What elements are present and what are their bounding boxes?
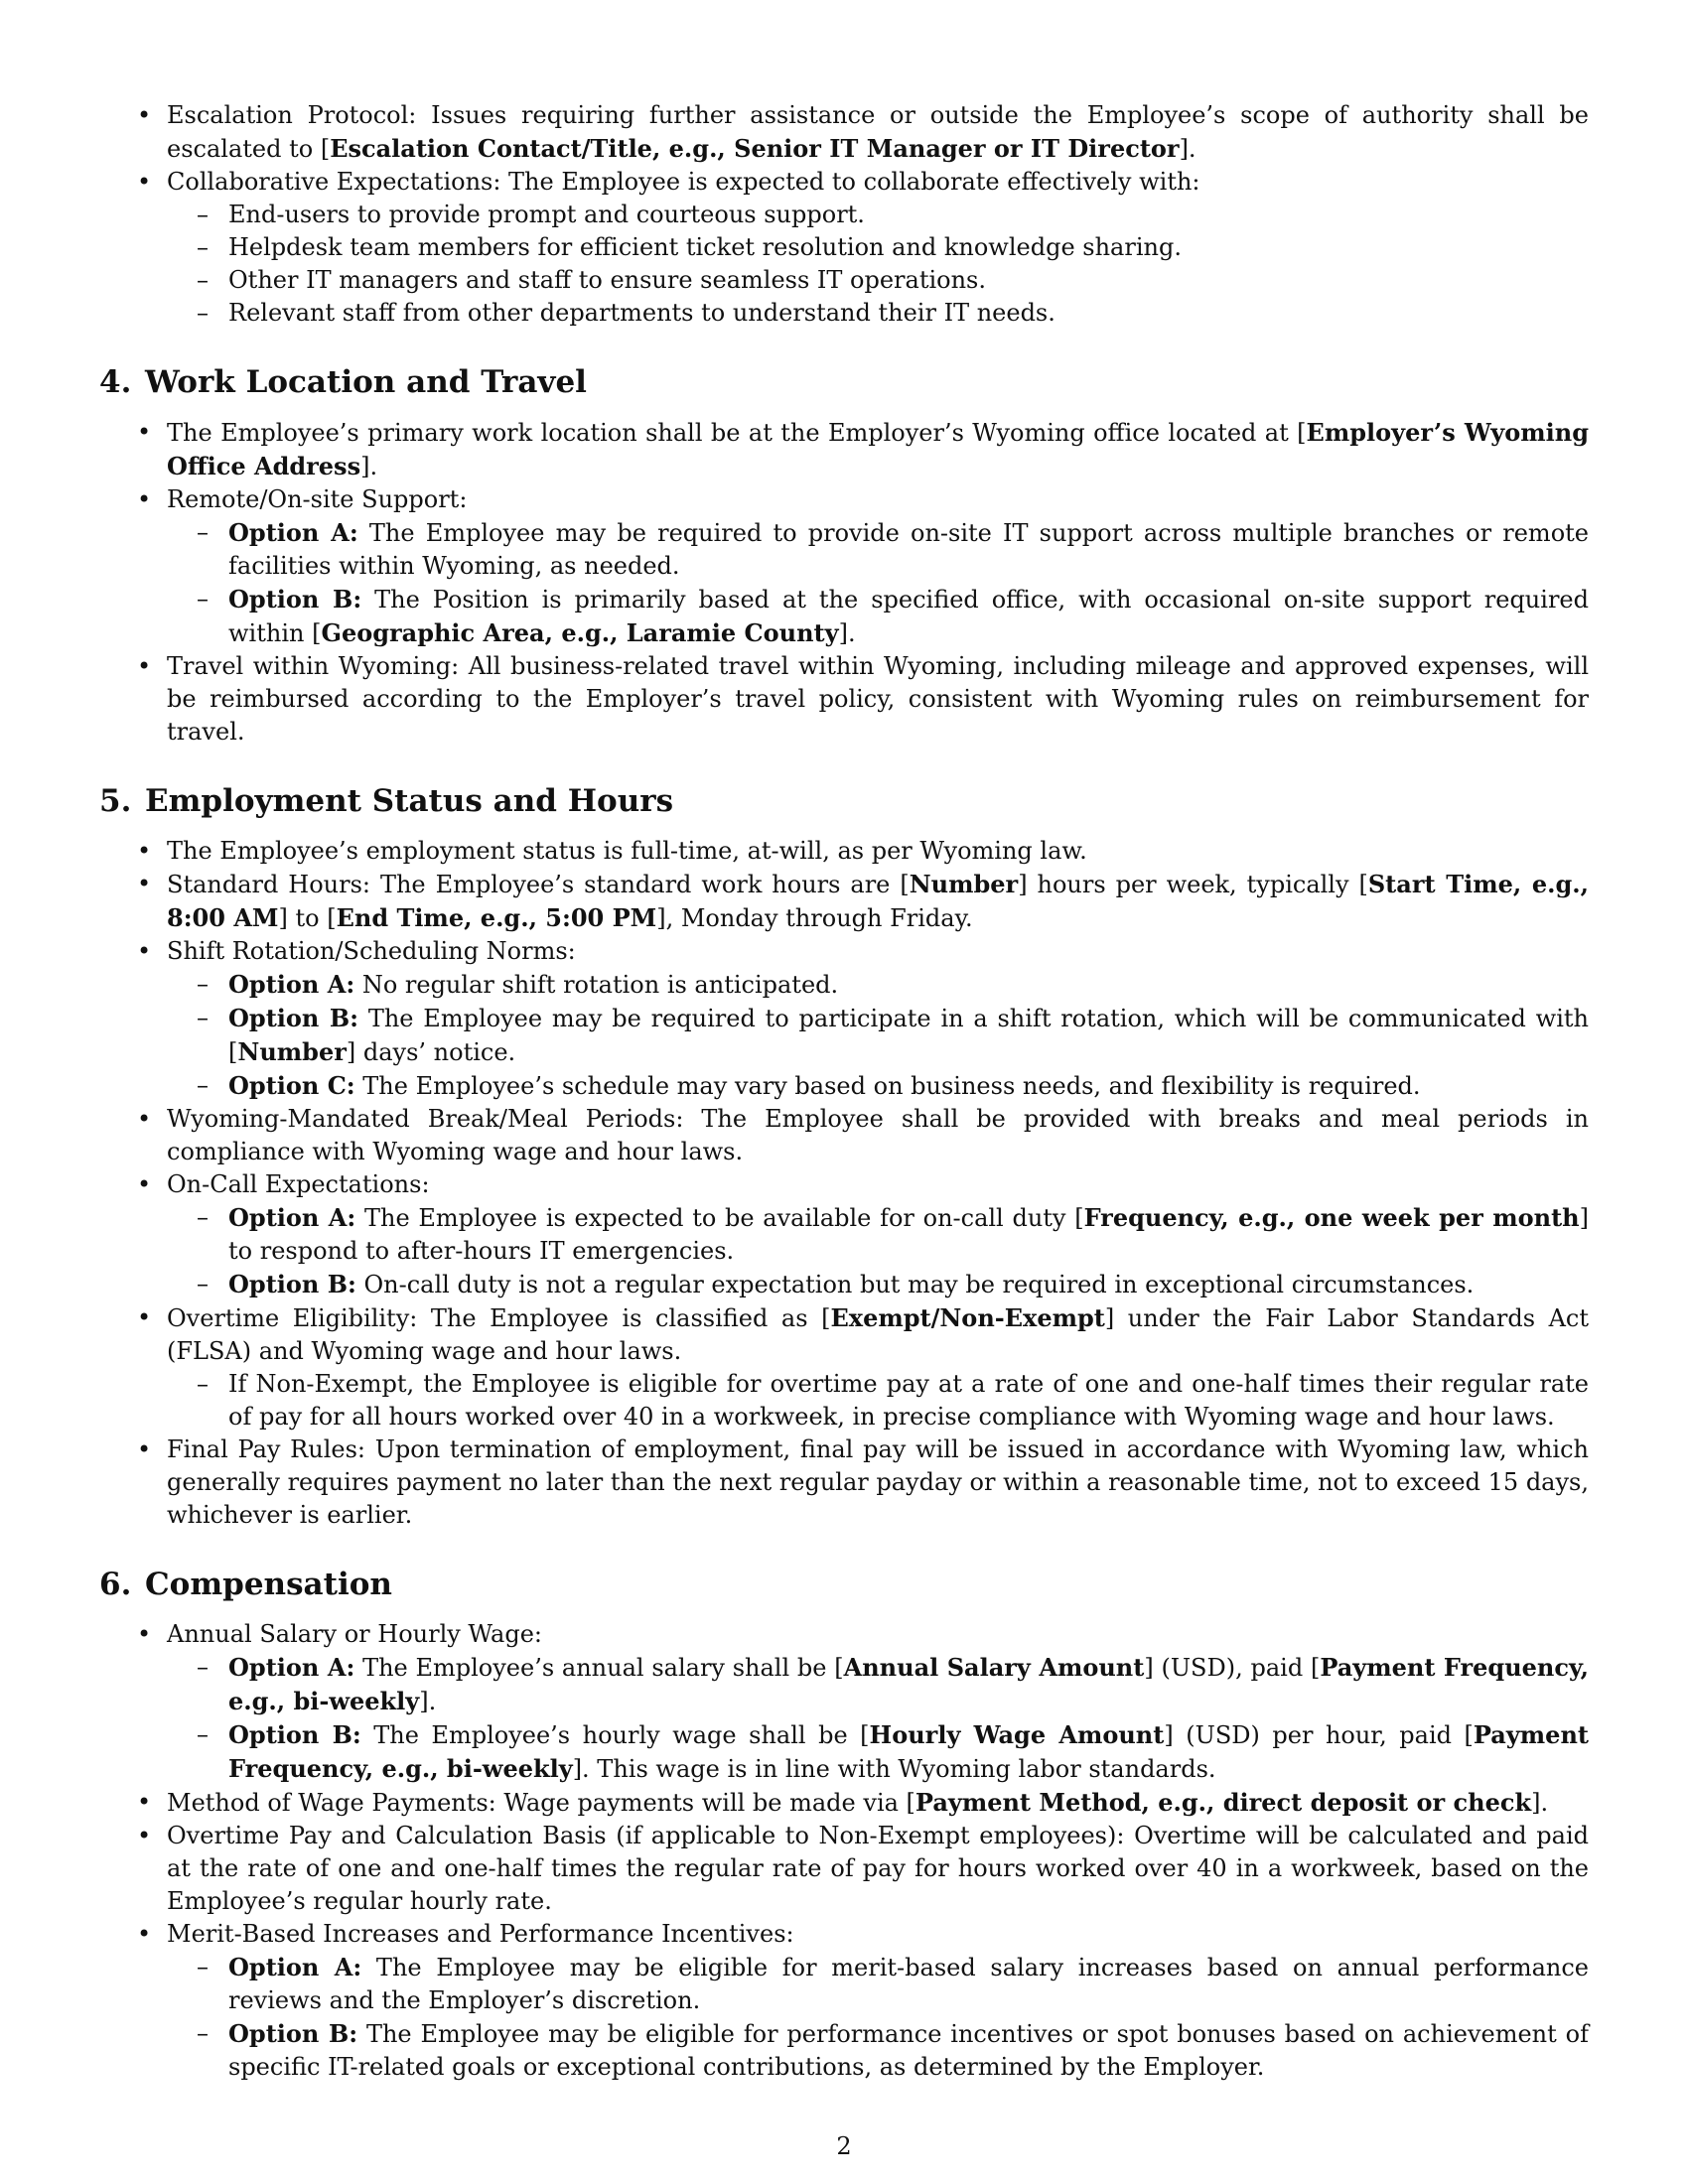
sublist-item: – Other IT managers and staff to ensure seamless IT operations. [99,264,1589,297]
section-list [99,1618,1589,2084]
sublist-item: – Option A: The Employee may be eligible for merit-based salary increases based on annual performance reviews and the Employer’s discretion. [99,1951,1589,2017]
sublist-item: – Option B: The Employee may be required to participate in a shift rotation, which will be communicated with [Number] days’ notice. [99,1002,1589,1069]
sublist-item: – Helpdesk team members for efficient ticket resolution and knowledge sharing. [99,231,1589,264]
sublist [167,968,1589,1103]
sublist-item: – Option C: The Employee’s schedule may vary based on business needs, and flexibility is required. [99,1069,1589,1103]
sublist-item: – Option A: The Employee’s annual salary shall be [Annual Salary Amount] (USD), paid [Payment Frequency, e.g., bi-weekly]. [99,1651,1589,1718]
section-heading: 5. Employment Status and Hours [99,783,674,819]
list-item: • Travel within Wyoming: All business-related travel within Wyoming, including mileage and approved expenses, will be reimbursed according to the Employer’s travel policy, consistent with Wyoming rules on reimbursement for travel. [99,650,1589,749]
intro-list [99,99,1589,330]
list-item: • Shift Rotation/Scheduling Norms: – Option A: No regular shift rotation is anticipated. – Option B: The Employee may be required to participate in a shift rotation, which will be communicated with [Number] days’ notice. – Option C: The Employee’s schedule may vary based on business needs, and flexibility is required. [99,935,1589,1103]
sublist-item: – End-users to provide prompt and courteous support. [99,199,1589,231]
list-item: • On-Call Expectations: – Option A: The Employee is expected to be available for on-call duty [Frequency, e.g., one week per month] to respond to after-hours IT emergencies. – Option B: On-call duty is not a regular expectation but may be required in exceptional circumstances. [99,1168,1589,1301]
sublist [167,1951,1589,2084]
list-item: • Escalation Protocol: Issues requiring further assistance or outside the Employee’s scope of authority shall be escalated to [Escalation Contact/Title, e.g., Senior IT Manager or IT Director]. [99,99,1589,166]
page-number: 2 [836,2132,852,2160]
list-item: • Annual Salary or Hourly Wage: – Option A: The Employee’s annual salary shall be [Annual Salary Amount] (USD), paid [Payment Frequency, e.g., bi-weekly]. – Option B: The Employee’s hourly wage shall be [Hourly Wage Amount] (USD) per hour, paid [Payment Frequency, e.g., bi-weekly]. This wage is in line with Wyoming labor standards. [99,1618,1589,1786]
list-item: • The Employee’s employment status is full-time, at-will, as per Wyoming law. [99,835,1589,868]
list-item: • Final Pay Rules: Upon termination of employment, final pay will be issued in accordance with Wyoming law, which generally requires payment no later than the next regular payday or within a reasonable time, not to exceed 15 days, whichever is earlier. [99,1433,1589,1532]
section-heading: 6. Compensation [99,1567,392,1602]
sublist [167,1651,1589,1786]
list-item: • Overtime Eligibility: The Employee is classified as [Exempt/Non-Exempt] under the Fair Labor Standards Act (FLSA) and Wyoming wage and hour laws. – If Non-Exempt, the Employee is eligible for overtime pay at a rate of one and one-half times their regular rate of pay for all hours worked over 40 in a workweek, in precise compliance with Wyoming wage and hour laws. [99,1301,1589,1433]
list-item: • Remote/On-site Support: – Option A: The Employee may be required to provide on-site IT support across multiple branches or remote facilities within Wyoming, as needed. – Option B: The Position is primarily based at the specified office, with occasional on-site support required within [Geographic Area, e.g., Laramie County]. [99,483,1589,650]
sublist-item: – Relevant staff from other departments to understand their IT needs. [99,297,1589,330]
list-item: • Overtime Pay and Calculation Basis (if applicable to Non-Exempt employees): Overtime will be calculated and paid at the rate of one and one-half times the regular rate of pay for hours worked over 40 in a workweek, based on the Employee’s regular hourly rate. [99,1820,1589,1918]
list-item: • The Employee’s primary work location shall be at the Employer’s Wyoming office located at [Employer’s Wyoming Office Address]. [99,416,1589,483]
sublist-item: – Option A: The Employee may be required to provide on-site IT support across multiple branches or remote facilities within Wyoming, as needed. [99,516,1589,583]
sublist [167,516,1589,650]
list-item: • Merit-Based Increases and Performance Incentives: – Option A: The Employee may be eligible for merit-based salary increases based on annual performance reviews and the Employer’s discretion. – Option B: The Employee may be eligible for performance incentives or spot bonuses based on achievement of specific IT-related goals or exceptional contributions, as determined by the Employer. [99,1918,1589,2084]
sublist-item: – Option A: No regular shift rotation is anticipated. [99,968,1589,1002]
sublist [167,199,1589,330]
sublist [167,1368,1589,1433]
sublist-item: – Option B: The Employee’s hourly wage shall be [Hourly Wage Amount] (USD) per hour, paid [Payment Frequency, e.g., bi-weekly]. This wage is in line with Wyoming labor standards. [99,1718,1589,1786]
sublist-item: – If Non-Exempt, the Employee is eligible for overtime pay at a rate of one and one-half times their regular rate of pay for all hours worked over 40 in a workweek, in precise compliance with Wyoming wage and hour laws. [99,1368,1589,1433]
sublist-item: – Option B: The Position is primarily based at the specified office, with occasional on-site support required within [Geographic Area, e.g., Laramie County]. [99,583,1589,650]
list-item: • Method of Wage Payments: Wage payments will be made via [Payment Method, e.g., direct deposit or check]. [99,1786,1589,1820]
sublist-item: – Option B: The Employee may be eligible for performance incentives or spot bonuses based on achievement of specific IT-related goals or exceptional contributions, as determined by the Employer. [99,2017,1589,2084]
section-heading: 4. Work Location and Travel [99,364,587,400]
section-list [99,416,1589,749]
list-item: • Collaborative Expectations: The Employee is expected to collaborate effectively with: – End-users to provide prompt and courteous support. – Helpdesk team members for efficient ticket resolution and knowledge sharing. – Other IT managers and staff to ensure seamless IT operations. – Relevant staff from other departments to understand their IT needs. [99,166,1589,330]
list-item: • Wyoming-Mandated Break/Meal Periods: The Employee shall be provided with breaks and meal periods in compliance with Wyoming wage and hour laws. [99,1103,1589,1168]
sublist [167,1201,1589,1301]
list-item: • Standard Hours: The Employee’s standard work hours are [Number] hours per week, typically [Start Time, e.g., 8:00 AM] to [End Time, e.g., 5:00 PM], Monday through Friday. [99,868,1589,935]
document-page [99,99,1589,2084]
sublist-item: – Option B: On-call duty is not a regular expectation but may be required in exceptional circumstances. [99,1268,1589,1301]
section-list [99,835,1589,1532]
sublist-item: – Option A: The Employee is expected to be available for on-call duty [Frequency, e.g., one week per month] to respond to after-hours IT emergencies. [99,1201,1589,1268]
